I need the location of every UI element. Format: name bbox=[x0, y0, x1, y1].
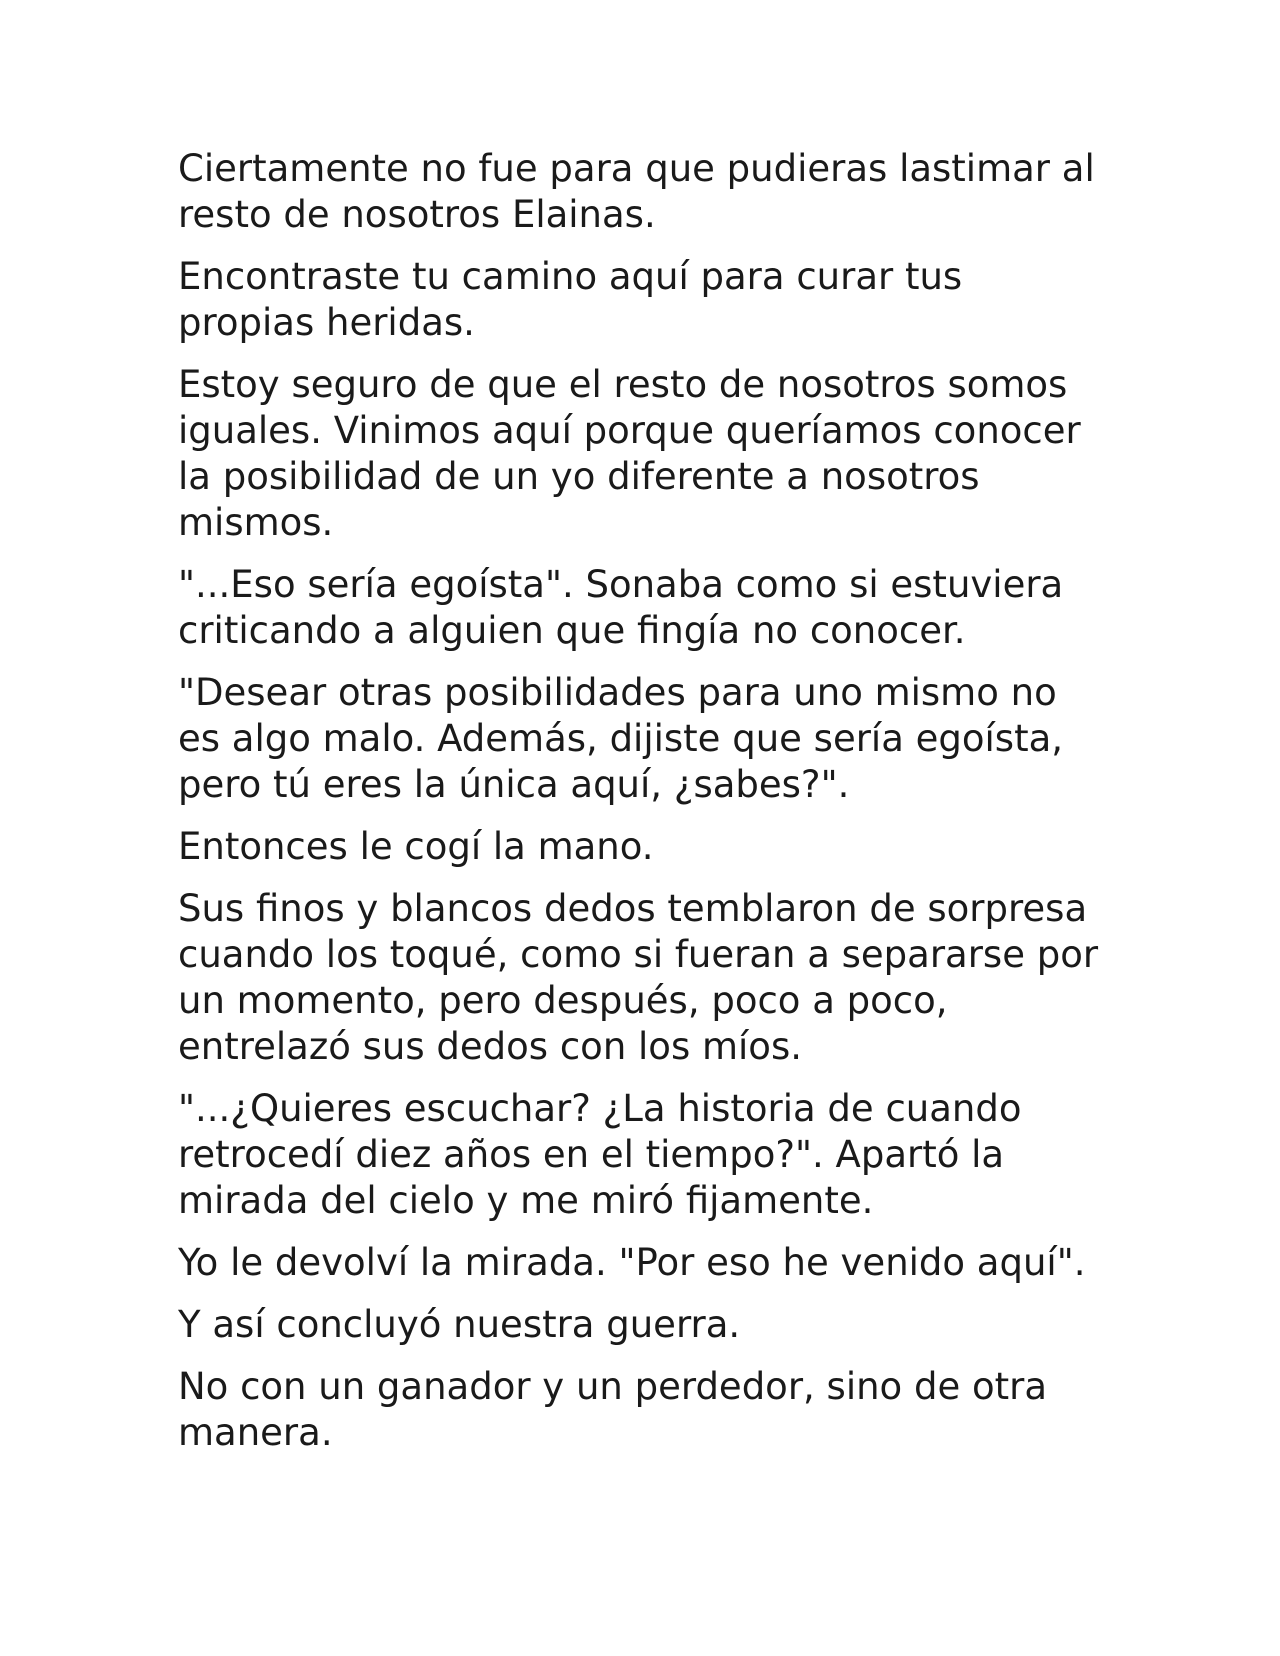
paragraph: Ciertamente no fue para que pudieras lastimar al resto de nosotros Elainas. bbox=[178, 147, 1095, 236]
paragraph: Entonces le cogí la mano. bbox=[178, 825, 654, 868]
paragraph: "...¿Quieres escuchar? ¿La historia de cuando retrocedí diez años en el tiempo?". Apartó la mirada del cielo y me miró fijamente. bbox=[178, 1087, 1022, 1222]
paragraph: "...Eso sería egoísta". Sonaba como si estuviera criticando a alguien que fingía no conocer. bbox=[178, 563, 1064, 652]
paragraph: Y así concluyó nuestra guerra. bbox=[178, 1303, 741, 1346]
paragraph: Yo le devolví la mirada. "Por eso he venido aquí". bbox=[178, 1241, 1086, 1284]
paragraph: "Desear otras posibilidades para uno mismo no es algo malo. Además, dijiste que sería egoísta, pero tú eres la única aquí, ¿sabes?". bbox=[178, 671, 1064, 806]
paragraph: Sus finos y blancos dedos temblaron de sorpresa cuando los toqué, como si fueran a separarse por un momento, pero después, poco a poco, entrelazó sus dedos con los míos. bbox=[178, 887, 1099, 1068]
paragraph: No con un ganador y un perdedor, sino de otra manera. bbox=[178, 1365, 1047, 1454]
paragraph: Estoy seguro de que el resto de nosotros somos iguales. Vinimos aquí porque queríamos conocer la posibilidad de un yo diferente a nosotros mismos. bbox=[178, 363, 1081, 544]
paragraph: Encontraste tu camino aquí para curar tus propias heridas. bbox=[178, 255, 963, 344]
document-page bbox=[178, 146, 1108, 1472]
